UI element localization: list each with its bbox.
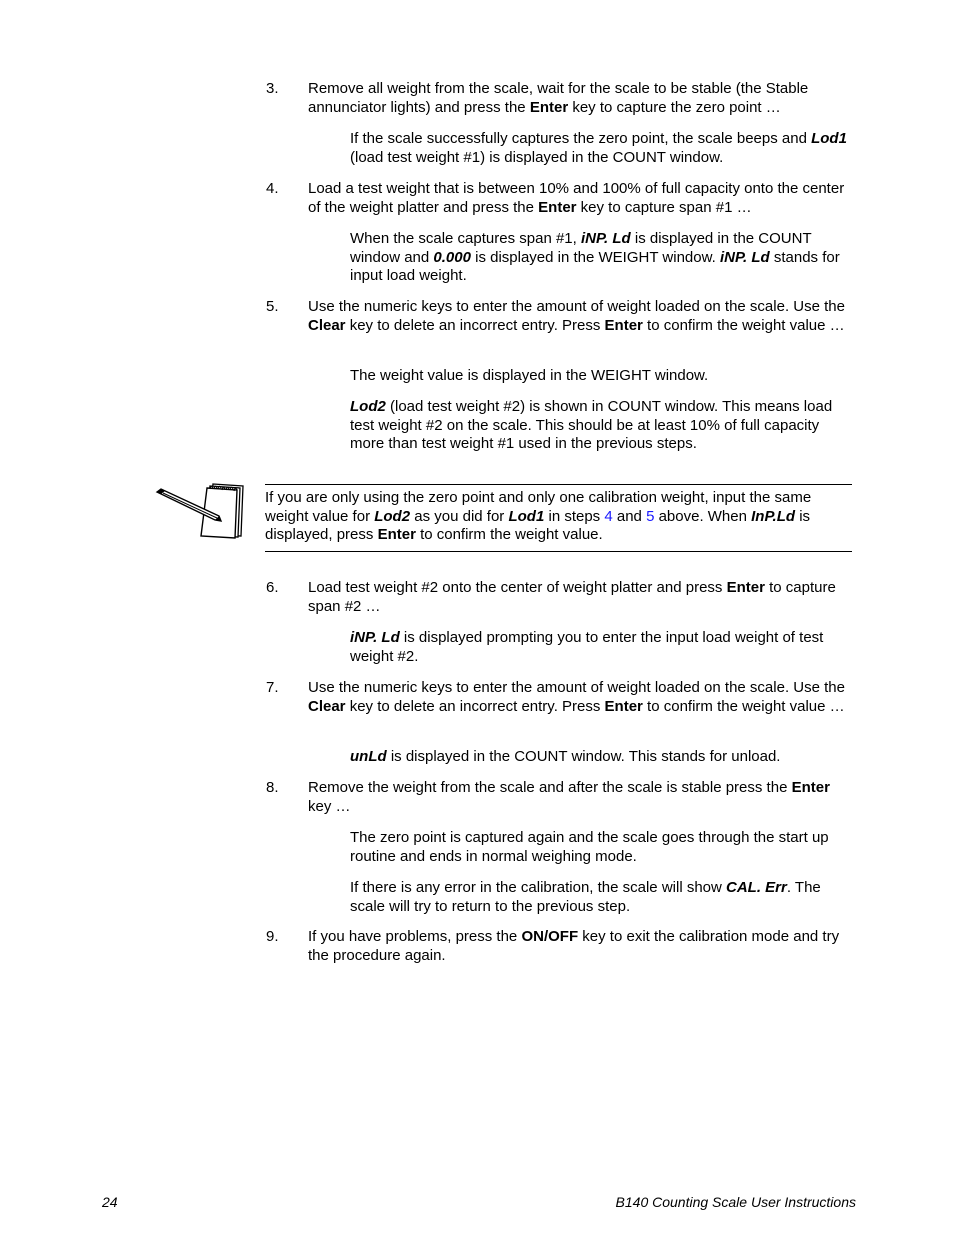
step-text: Remove the weight from the scale and after the scale is stable press the Enter key … — [308, 779, 830, 815]
step-number: 9. — [266, 928, 279, 945]
step-number: 3. — [266, 80, 279, 97]
step-number: 5. — [266, 298, 279, 315]
step-text: Remove all weight from the scale, wait for the scale to be stable (the Stable annunciator lights) and press the Enter key to capture the zero point … — [308, 80, 809, 116]
step-number: 8. — [266, 779, 279, 796]
step-7-note: unLd is displayed in the COUNT window. This stands for unload. — [350, 748, 781, 765]
step-8-note-zero: The zero point is captured again and the scale goes through the start up routine and ends in normal weighing mode. — [350, 829, 829, 865]
step-text: Use the numeric keys to enter the amount of weight loaded on the scale. Use the Clear key to delete an incorrect entry. Press Enter to confirm the weight value … — [308, 679, 845, 715]
page-number: 24 — [102, 1194, 118, 1210]
pencil-notepad-icon — [155, 480, 247, 540]
step-3-note: If the scale successfully captures the zero point, the scale beeps and Lod1 (load test weight #1) is displayed in the COUNT window. — [350, 130, 847, 166]
step-4-note: When the scale captures span #1, iNP. Ld is displayed in the COUNT window and 0.000 is displayed in the WEIGHT window. iNP. Ld stands for input load weight. — [350, 230, 840, 285]
callout-top-rule — [265, 484, 852, 485]
step-5-note-lod2: Lod2 (load test weight #2) is shown in COUNT window. This means load test weight #2 on the scale. This should be at least 10% of full capacity more than test weight #1 used in the previous steps. — [350, 398, 833, 453]
step-text: If you have problems, press the ON/OFF key to exit the calibration mode and try the procedure again. — [308, 928, 840, 964]
step-number: 7. — [266, 679, 279, 696]
callout-bottom-rule — [265, 551, 852, 552]
step-text: Load test weight #2 onto the center of weight platter and press Enter to capture span #2 … — [308, 579, 836, 615]
callout-note: If you are only using the zero point and only one calibration weight, input the same weight value for Lod2 as you did for Lod1 in steps 4 and 5 above. When InP.Ld is displayed, press Enter to confirm the weight value. — [265, 489, 812, 544]
step-number: 4. — [266, 180, 279, 197]
step-number: 6. — [266, 579, 279, 596]
step-text: Use the numeric keys to enter the amount of weight loaded on the scale. Use the Clear key to delete an incorrect entry. Press Enter to confirm the weight value … — [308, 298, 845, 334]
step-text: Load a test weight that is between 10% and 100% of full capacity onto the center of the weight platter and press the Enter key to capture span #1 … — [308, 180, 845, 216]
step-4-link[interactable]: 4 — [604, 507, 613, 525]
step-5-note-weight: The weight value is displayed in the WEIGHT window. — [350, 367, 709, 384]
step-8-note-error: If there is any error in the calibration, the scale will show CAL. Err. The scale will try to return to the previous step. — [350, 879, 821, 915]
step-5-link[interactable]: 5 — [646, 507, 655, 525]
step-6-note: iNP. Ld is displayed prompting you to enter the input load weight of test weight #2. — [350, 629, 824, 665]
footer-title: B140 Counting Scale User Instructions — [615, 1194, 856, 1210]
